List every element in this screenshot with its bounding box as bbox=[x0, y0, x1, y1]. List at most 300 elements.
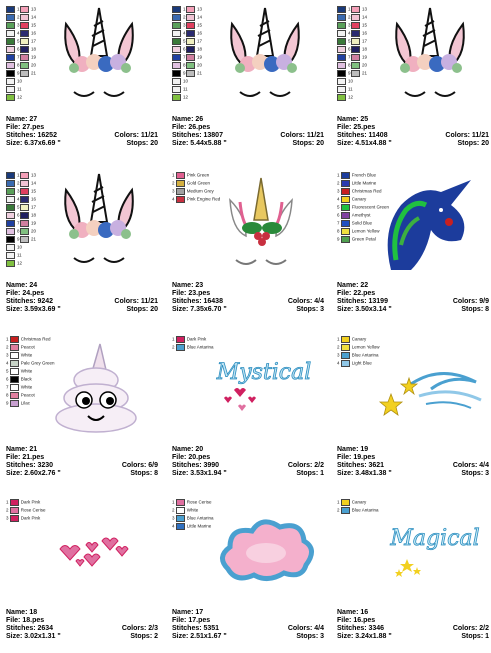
design-colors: Colors: 4/4 bbox=[452, 462, 489, 469]
swatch-box-icon bbox=[351, 30, 360, 37]
svg-text:Magical: Magical bbox=[390, 526, 480, 551]
color-swatch bbox=[172, 30, 186, 37]
swatch-box-icon bbox=[176, 172, 185, 179]
swatch-box-icon bbox=[337, 6, 346, 13]
design-size: Size: 3.02x1.31 " bbox=[6, 633, 61, 640]
swatch-box-icon bbox=[10, 344, 19, 351]
color-swatch bbox=[186, 14, 202, 21]
swatch-box-icon bbox=[6, 252, 15, 259]
swatch-label: Green Petal bbox=[351, 236, 376, 242]
swatch-box-icon bbox=[186, 30, 195, 37]
swatch-box-icon bbox=[351, 46, 360, 53]
color-swatch bbox=[337, 22, 351, 29]
swatch-label: 20 bbox=[362, 62, 368, 68]
design-colors: Colors: 11/21 bbox=[445, 132, 489, 139]
swatch-label: Rose Cerise bbox=[20, 507, 46, 513]
color-swatch bbox=[20, 6, 36, 13]
swatch-label: 10 bbox=[17, 78, 23, 84]
color-swatch: 3 Blue Antarina bbox=[337, 352, 379, 358]
design-stitches: Stitches: 5351 bbox=[172, 625, 220, 632]
color-swatch bbox=[20, 196, 36, 203]
swatch-box-icon bbox=[20, 236, 29, 243]
color-swatch bbox=[186, 62, 202, 69]
swatch-box-icon bbox=[20, 70, 29, 77]
swatch-label: Peacot bbox=[20, 344, 35, 350]
color-swatch bbox=[186, 46, 202, 53]
swatch-box-icon bbox=[341, 360, 350, 367]
swatch-box-icon bbox=[341, 204, 350, 211]
design-info bbox=[337, 446, 489, 478]
swatch-label: Blue Antarina bbox=[186, 344, 214, 350]
color-swatch bbox=[172, 54, 186, 61]
swatch-box-icon bbox=[6, 78, 15, 85]
color-swatch bbox=[172, 38, 186, 45]
color-swatch: 5 Fluorescent Green bbox=[337, 204, 390, 210]
swatch-label: 21 bbox=[197, 70, 203, 76]
design-colors: Colors: 11/21 bbox=[114, 298, 158, 305]
swatch-label: Dark Pink bbox=[20, 499, 41, 505]
swatch-box-icon bbox=[337, 94, 346, 101]
design-colors: Colors: 2/3 bbox=[121, 625, 158, 632]
color-swatch: 5 White bbox=[6, 368, 33, 374]
swatch-label: Lilac bbox=[20, 400, 31, 406]
swatch-box-icon bbox=[351, 54, 360, 61]
swatch-box-icon bbox=[10, 499, 19, 506]
swatch-label: Pale Grey Green bbox=[20, 360, 55, 366]
color-swatch: 1 Christmas Red bbox=[6, 336, 51, 342]
swatch-label: Gold Green bbox=[186, 180, 211, 186]
swatch-box-icon bbox=[6, 6, 15, 13]
color-swatch: 2 Blue Antarina bbox=[337, 507, 379, 513]
swatch-label: 7 bbox=[17, 220, 20, 226]
color-swatch bbox=[186, 22, 202, 29]
design-name: Name: 22 bbox=[337, 282, 369, 289]
color-swatch: 7 Solid Blue bbox=[337, 220, 373, 226]
design-name: Name: 21 bbox=[6, 446, 38, 453]
color-swatch bbox=[6, 252, 22, 259]
swatch-box-icon bbox=[6, 260, 15, 267]
swatch-label: 6 bbox=[17, 46, 20, 52]
design-preview bbox=[40, 334, 150, 449]
design-preview bbox=[206, 170, 316, 285]
swatch-label: 5 bbox=[183, 38, 186, 44]
design-card[interactable] bbox=[0, 493, 160, 653]
color-swatch: 2 Peacot bbox=[6, 344, 35, 350]
swatch-label: 21 bbox=[31, 236, 37, 242]
color-swatch bbox=[20, 236, 36, 243]
swatch-label: 10 bbox=[183, 78, 189, 84]
design-stitches: Stitches: 11408 bbox=[337, 132, 388, 139]
design-stops: Stops: 20 bbox=[126, 140, 158, 147]
swatch-box-icon bbox=[341, 336, 350, 343]
swatch-box-icon bbox=[337, 38, 346, 45]
swatch-box-icon bbox=[341, 499, 350, 506]
design-file: File: 25.pes bbox=[337, 124, 376, 131]
design-file: File: 18.pes bbox=[6, 617, 45, 624]
color-swatch bbox=[172, 62, 186, 69]
swatch-box-icon bbox=[6, 70, 15, 77]
color-swatch bbox=[351, 62, 367, 69]
design-name: Name: 17 bbox=[172, 609, 204, 616]
swatch-box-icon bbox=[6, 212, 15, 219]
swatch-label: White bbox=[20, 384, 33, 390]
color-swatch bbox=[337, 54, 351, 61]
design-size: Size: 3.24x1.88 " bbox=[337, 633, 392, 640]
swatch-label: Peacot bbox=[20, 392, 35, 398]
swatch-box-icon bbox=[20, 6, 29, 13]
swatch-label: White bbox=[20, 352, 33, 358]
swatch-label: 12 bbox=[17, 94, 23, 100]
swatch-label: 9 bbox=[17, 236, 20, 242]
swatch-box-icon bbox=[10, 515, 19, 522]
swatch-box-icon bbox=[6, 86, 15, 93]
swatch-label: 11 bbox=[348, 86, 353, 92]
svg-text:Mystical: Mystical bbox=[216, 360, 312, 385]
color-swatch bbox=[20, 172, 36, 179]
color-swatch bbox=[6, 236, 20, 243]
swatch-box-icon bbox=[341, 180, 350, 187]
unicorn-face-icon bbox=[375, 4, 485, 114]
swatch-label: 2 bbox=[17, 14, 20, 20]
swatch-box-icon bbox=[341, 188, 350, 195]
color-swatch bbox=[186, 70, 202, 77]
swatch-box-icon bbox=[341, 344, 350, 351]
swatch-box-icon bbox=[10, 376, 19, 383]
swatch-label: 13 bbox=[31, 6, 37, 12]
color-swatch: 3 Christmas Red bbox=[337, 188, 382, 194]
swatch-label: Fluorescent Green bbox=[351, 204, 390, 210]
swatch-label: 21 bbox=[31, 70, 37, 76]
swatch-label: Pink Engine Red bbox=[186, 196, 221, 202]
design-preview bbox=[206, 497, 326, 612]
swatch-box-icon bbox=[351, 70, 360, 77]
swatch-box-icon bbox=[176, 196, 185, 203]
color-swatch bbox=[172, 70, 186, 77]
color-swatch: 1 French Blue bbox=[337, 172, 377, 178]
swatch-box-icon bbox=[20, 228, 29, 235]
color-swatch bbox=[6, 6, 20, 13]
swatch-label: 5 bbox=[348, 38, 351, 44]
swatch-box-icon bbox=[6, 22, 15, 29]
color-swatch: 1 Canary bbox=[337, 499, 367, 505]
swatch-box-icon bbox=[351, 38, 360, 45]
swatch-label: Light Blue bbox=[351, 360, 372, 366]
swatch-box-icon bbox=[6, 172, 15, 179]
swatch-label: 4 bbox=[17, 30, 20, 36]
color-swatch bbox=[20, 228, 36, 235]
swatch-box-icon bbox=[341, 236, 350, 243]
color-swatch bbox=[6, 38, 20, 45]
design-stitches: Stitches: 3621 bbox=[337, 462, 385, 469]
design-size: Size: 3.48x1.38 " bbox=[337, 470, 392, 477]
swatch-box-icon bbox=[6, 188, 15, 195]
swatch-label: 6 bbox=[348, 46, 351, 52]
design-file: File: 19.pes bbox=[337, 454, 376, 461]
color-swatch: 2 Lemon Yellow bbox=[337, 344, 380, 350]
color-swatch bbox=[20, 188, 36, 195]
design-file: File: 26.pes bbox=[172, 124, 211, 131]
color-swatch bbox=[6, 228, 20, 235]
color-swatch bbox=[6, 180, 20, 187]
swatch-label: Canary bbox=[351, 499, 367, 505]
swatch-label: Lemon Yellow bbox=[351, 228, 380, 234]
swatch-label: 14 bbox=[197, 14, 203, 20]
swatch-label: 11 bbox=[17, 86, 22, 92]
color-swatch: 1 Pink Green bbox=[172, 172, 210, 178]
design-colors: Colors: 11/21 bbox=[280, 132, 324, 139]
design-colors: Colors: 4/4 bbox=[287, 625, 324, 632]
swatch-label: 4 bbox=[348, 30, 351, 36]
swatch-label: 17 bbox=[362, 38, 368, 44]
design-card[interactable] bbox=[0, 166, 160, 326]
swatch-box-icon bbox=[172, 22, 181, 29]
swatch-label: White bbox=[20, 368, 33, 374]
color-swatch bbox=[6, 244, 22, 251]
color-swatch bbox=[337, 38, 351, 45]
color-swatch bbox=[20, 220, 36, 227]
swatch-box-icon bbox=[176, 336, 185, 343]
swatch-label: 15 bbox=[197, 22, 203, 28]
swatch-label: 17 bbox=[31, 204, 37, 210]
color-swatch bbox=[351, 38, 367, 45]
design-card[interactable] bbox=[0, 330, 160, 490]
design-stops: Stops: 1 bbox=[296, 470, 324, 477]
design-file: File: 16.pes bbox=[337, 617, 376, 624]
swatch-label: 8 bbox=[183, 62, 186, 68]
swatch-label: 20 bbox=[197, 62, 203, 68]
color-swatch bbox=[337, 6, 351, 13]
design-colors: Colors: 2/2 bbox=[287, 462, 324, 469]
swatch-box-icon bbox=[176, 180, 185, 187]
swatch-box-icon bbox=[337, 14, 346, 21]
swatch-box-icon bbox=[341, 228, 350, 235]
hearts-icon bbox=[40, 497, 160, 607]
color-swatch bbox=[20, 54, 36, 61]
color-swatch bbox=[20, 180, 36, 187]
design-stitches: Stitches: 3230 bbox=[6, 462, 54, 469]
swatch-label: 11 bbox=[183, 86, 188, 92]
color-swatch bbox=[6, 70, 20, 77]
color-swatch: 2 White bbox=[172, 507, 199, 513]
swatch-label: 3 bbox=[17, 188, 20, 194]
design-size: Size: 3.53x1.94 " bbox=[172, 470, 227, 477]
color-swatch bbox=[337, 70, 351, 77]
swatch-box-icon bbox=[172, 46, 181, 53]
color-swatch: 4 Pink Engine Red bbox=[172, 196, 221, 202]
swatch-label: 6 bbox=[183, 46, 186, 52]
swatch-box-icon bbox=[341, 172, 350, 179]
swatch-label: French Blue bbox=[351, 172, 377, 178]
swatch-box-icon bbox=[20, 54, 29, 61]
swatch-box-icon bbox=[172, 6, 181, 13]
color-swatch bbox=[6, 260, 22, 267]
design-info bbox=[172, 116, 324, 148]
swatch-label: 17 bbox=[31, 38, 37, 44]
color-swatch: 3 White bbox=[6, 352, 33, 358]
color-swatch bbox=[6, 78, 22, 85]
swatch-label: 10 bbox=[17, 244, 23, 250]
swatch-label: Blue Antarina bbox=[351, 352, 379, 358]
color-swatch: 6 Amethyst bbox=[337, 212, 371, 218]
swatch-box-icon bbox=[6, 46, 15, 53]
swatch-label: 3 bbox=[348, 22, 351, 28]
design-file: File: 23.pes bbox=[172, 290, 211, 297]
color-swatch bbox=[186, 6, 202, 13]
swatch-box-icon bbox=[172, 14, 181, 21]
design-preview bbox=[206, 334, 326, 449]
design-size: Size: 3.50x3.14 " bbox=[337, 306, 392, 313]
color-swatch bbox=[6, 196, 20, 203]
design-preview bbox=[371, 170, 481, 285]
swatch-box-icon bbox=[176, 499, 185, 506]
swatch-label: Christmas Red bbox=[20, 336, 51, 342]
swatch-box-icon bbox=[186, 54, 195, 61]
design-stops: Stops: 2 bbox=[130, 633, 158, 640]
swatch-label: Dark Pink bbox=[186, 336, 207, 342]
swatch-label: 2 bbox=[17, 180, 20, 186]
design-card[interactable] bbox=[331, 166, 491, 326]
stars-swirl-icon bbox=[371, 334, 491, 444]
swatch-label: 1 bbox=[17, 6, 20, 12]
swatch-label: Blue Antarina bbox=[351, 507, 379, 513]
swatch-label: 7 bbox=[17, 54, 20, 60]
design-file: File: 21.pes bbox=[6, 454, 45, 461]
swatch-box-icon bbox=[20, 196, 29, 203]
design-file: File: 17.pes bbox=[172, 617, 211, 624]
swatch-label: 5 bbox=[17, 38, 20, 44]
color-swatch bbox=[6, 14, 20, 21]
design-preview bbox=[40, 497, 160, 612]
design-card[interactable] bbox=[166, 493, 326, 653]
color-swatch bbox=[20, 22, 36, 29]
color-swatch bbox=[351, 30, 367, 37]
swatch-box-icon bbox=[6, 14, 15, 21]
design-file: File: 22.pes bbox=[337, 290, 376, 297]
swatch-label: Lemon Yellow bbox=[351, 344, 380, 350]
design-card[interactable] bbox=[166, 0, 326, 160]
swatch-label: 1 bbox=[183, 6, 186, 12]
swatch-label: 5 bbox=[17, 204, 20, 210]
swatch-label: Medium Grey bbox=[186, 188, 214, 194]
swatch-box-icon bbox=[6, 38, 15, 45]
swatch-label: White bbox=[186, 507, 199, 513]
swatch-box-icon bbox=[337, 54, 346, 61]
design-info bbox=[6, 116, 158, 148]
color-swatch bbox=[20, 204, 36, 211]
design-stops: Stops: 8 bbox=[461, 306, 489, 313]
swatch-label: 18 bbox=[197, 46, 203, 52]
color-swatch: 4 Pale Grey Green bbox=[6, 360, 55, 366]
design-stitches: Stitches: 2634 bbox=[6, 625, 54, 632]
swatch-box-icon bbox=[20, 204, 29, 211]
design-name: Name: 26 bbox=[172, 116, 204, 123]
swatch-box-icon bbox=[337, 30, 346, 37]
unicorn-face-icon bbox=[44, 4, 154, 114]
swatch-box-icon bbox=[172, 86, 181, 93]
color-swatch bbox=[351, 22, 367, 29]
color-swatch bbox=[351, 70, 367, 77]
design-card[interactable] bbox=[331, 330, 491, 490]
swatch-box-icon bbox=[172, 94, 181, 101]
swatch-box-icon bbox=[10, 352, 19, 359]
design-stitches: Stitches: 13807 bbox=[172, 132, 223, 139]
swatch-box-icon bbox=[20, 212, 29, 219]
swatch-box-icon bbox=[6, 180, 15, 187]
swatch-label: 8 bbox=[17, 62, 20, 68]
swatch-label: 6 bbox=[17, 212, 20, 218]
color-swatch bbox=[337, 86, 353, 93]
design-preview bbox=[210, 4, 320, 119]
design-card[interactable] bbox=[331, 0, 491, 160]
design-name: Name: 23 bbox=[172, 282, 204, 289]
design-card[interactable] bbox=[166, 166, 326, 326]
color-swatch bbox=[6, 86, 22, 93]
swatch-box-icon bbox=[351, 22, 360, 29]
design-colors: Colors: 9/9 bbox=[452, 298, 489, 305]
color-swatch bbox=[337, 94, 353, 101]
swatch-label: 13 bbox=[197, 6, 203, 12]
design-colors: Colors: 2/2 bbox=[452, 625, 489, 632]
swatch-box-icon bbox=[351, 6, 360, 13]
design-stops: Stops: 20 bbox=[292, 140, 324, 147]
design-size: Size: 2.60x2.76 " bbox=[6, 470, 61, 477]
unicorn-holly-icon bbox=[206, 170, 316, 280]
unicorn-face-icon bbox=[210, 4, 320, 114]
swatch-box-icon bbox=[337, 46, 346, 53]
color-swatch bbox=[172, 14, 186, 21]
color-swatch bbox=[6, 54, 20, 61]
design-stops: Stops: 3 bbox=[296, 306, 324, 313]
design-stops: Stops: 3 bbox=[461, 470, 489, 477]
swatch-box-icon bbox=[341, 212, 350, 219]
design-stitches: Stitches: 13199 bbox=[337, 298, 388, 305]
color-swatch: 2 Blue Antarina bbox=[172, 344, 214, 350]
magical-script-icon bbox=[371, 497, 491, 607]
swatch-label: 2 bbox=[183, 14, 186, 20]
swatch-box-icon bbox=[172, 38, 181, 45]
design-info bbox=[6, 446, 158, 478]
design-size: Size: 5.44x5.88 " bbox=[172, 140, 227, 147]
swatch-label: 12 bbox=[348, 94, 354, 100]
swatch-box-icon bbox=[20, 46, 29, 53]
design-size: Size: 6.37x6.69 " bbox=[6, 140, 61, 147]
color-swatch bbox=[186, 54, 202, 61]
swatch-label: 16 bbox=[31, 196, 37, 202]
color-swatch bbox=[172, 94, 188, 101]
color-swatch bbox=[6, 22, 20, 29]
swatch-box-icon bbox=[341, 220, 350, 227]
swatch-label: 20 bbox=[31, 62, 37, 68]
color-swatch bbox=[337, 78, 353, 85]
color-swatch bbox=[6, 46, 20, 53]
swatch-box-icon bbox=[20, 30, 29, 37]
swatch-label: Little Marine bbox=[186, 523, 212, 529]
design-card[interactable] bbox=[166, 330, 326, 490]
design-info bbox=[6, 609, 158, 641]
design-card[interactable] bbox=[0, 0, 160, 160]
swatch-label: 18 bbox=[31, 212, 37, 218]
design-card[interactable] bbox=[331, 493, 491, 653]
color-swatch bbox=[20, 46, 36, 53]
swatch-box-icon bbox=[6, 220, 15, 227]
color-swatch: 8 Lemon Yellow bbox=[337, 228, 380, 234]
swatch-label: 1 bbox=[348, 6, 351, 12]
swatch-box-icon bbox=[341, 352, 350, 359]
color-swatch: 1 Dark Pink bbox=[172, 336, 207, 342]
swatch-box-icon bbox=[341, 507, 350, 514]
swatch-box-icon bbox=[172, 30, 181, 37]
swatch-box-icon bbox=[337, 22, 346, 29]
